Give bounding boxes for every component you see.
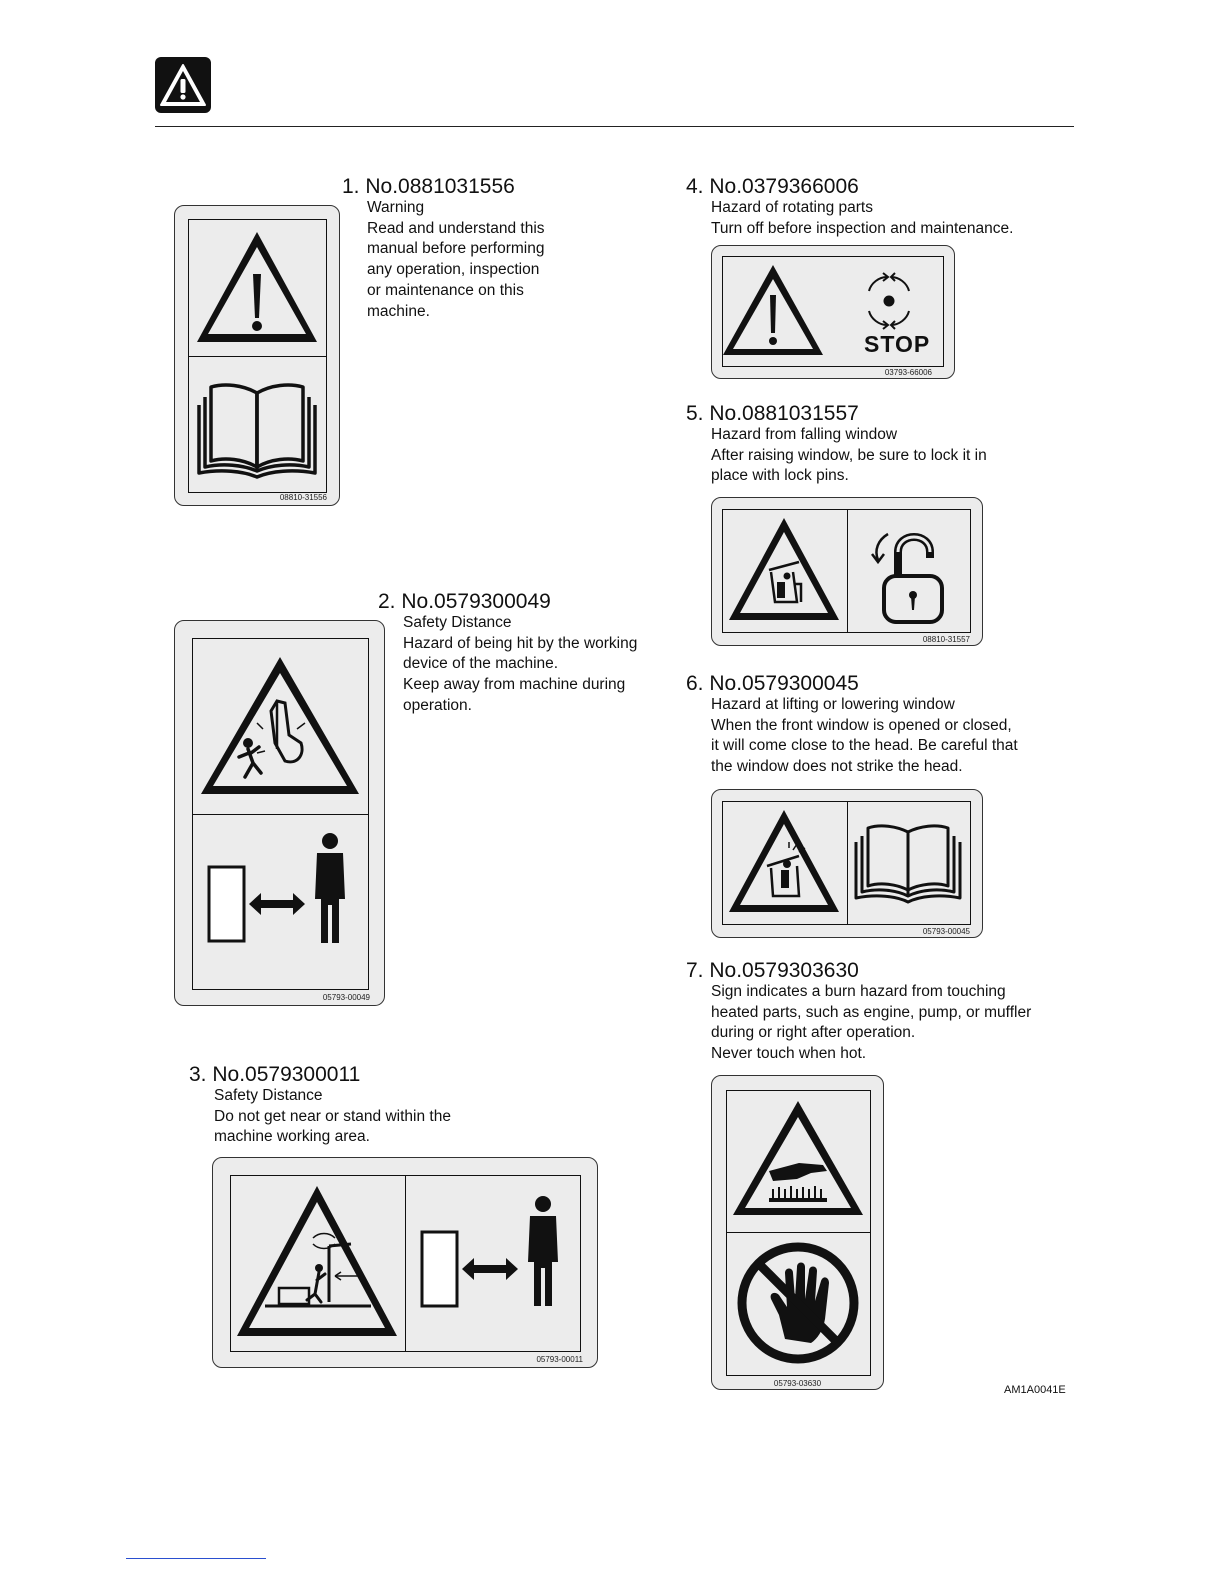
label-4-plate bbox=[711, 245, 955, 379]
label-7-description bbox=[711, 982, 1031, 1065]
label-5-line: place with lock pins. bbox=[711, 467, 849, 485]
label-2-line: Hazard of being hit by the working bbox=[403, 634, 638, 652]
label-1-title: 1. No.0881031556 bbox=[342, 175, 515, 198]
label-5-line: Hazard from falling window bbox=[711, 426, 898, 443]
label-6-hazard-panel bbox=[722, 801, 848, 925]
label-6-line: it will come close to the head. Be careful that bbox=[711, 737, 1018, 755]
label-6-description bbox=[711, 695, 1018, 778]
label-2-line: operation. bbox=[403, 696, 472, 714]
manual-book-icon bbox=[189, 357, 325, 491]
label-3-title: 3. No.0579300011 bbox=[189, 1063, 361, 1086]
label-4-line: Hazard of rotating parts bbox=[711, 199, 873, 216]
figure-reference-code: AM1A0041E bbox=[1004, 1384, 1066, 1396]
label-3-line: Safety Distance bbox=[214, 1087, 323, 1104]
label-7-plate-code: 05793-03630 bbox=[773, 1379, 822, 1388]
label-6-line: Hazard at lifting or lowering window bbox=[711, 696, 955, 713]
label-5-hazard-panel bbox=[722, 509, 848, 633]
label-1-line: Read and understand this bbox=[367, 219, 545, 237]
label-4-title: 4. No.0379366006 bbox=[686, 175, 859, 198]
no-touch-icon bbox=[727, 1233, 869, 1374]
label-1-manual-panel bbox=[188, 356, 327, 493]
label-4-panel bbox=[722, 256, 944, 367]
label-6-manual-panel bbox=[847, 801, 971, 925]
warning-header-icon bbox=[155, 57, 211, 113]
label-2-line: device of the machine. bbox=[403, 655, 559, 673]
label-5-plate-code: 08810-31557 bbox=[922, 635, 970, 644]
label-3-plate-code: 05793-00011 bbox=[536, 1355, 583, 1364]
warning-triangle-icon bbox=[189, 220, 325, 355]
label-6-line: When the front window is opened or closed, bbox=[711, 716, 1012, 734]
label-3-distance-panel bbox=[405, 1175, 581, 1352]
label-1-line: or maintenance on this bbox=[367, 281, 524, 299]
label-5-title: 5. No.0881031557 bbox=[686, 402, 859, 425]
label-1-line: any operation, inspection bbox=[367, 261, 540, 279]
label-1-description bbox=[367, 198, 545, 322]
label-7-line: Sign indicates a burn hazard from touching bbox=[711, 983, 1006, 1000]
label-5-lock-panel bbox=[847, 509, 971, 633]
crush-hazard-icon bbox=[231, 1176, 404, 1350]
label-2-hazard-panel bbox=[192, 638, 369, 815]
keep-distance-icon bbox=[193, 815, 367, 988]
label-2-title: 2. No.0579300049 bbox=[378, 590, 551, 613]
label-2-plate-code: 05793-00049 bbox=[322, 993, 370, 1002]
label-3-plate bbox=[212, 1157, 598, 1368]
label-7-line: Never touch when hot. bbox=[711, 1045, 867, 1063]
label-3-hazard-panel bbox=[230, 1175, 406, 1352]
label-6-plate bbox=[711, 789, 983, 938]
label-5-description bbox=[711, 425, 987, 487]
label-6-line: the window does not strike the head. bbox=[711, 758, 963, 776]
label-1-plate bbox=[174, 205, 340, 506]
label-1-plate-code: 08810-31556 bbox=[279, 493, 327, 502]
label-1-line: Warning bbox=[367, 199, 425, 216]
label-4-plate-code: 03793-66006 bbox=[884, 368, 932, 377]
label-1-line: manual before performing bbox=[367, 240, 545, 258]
label-7-prohibition-panel bbox=[726, 1232, 871, 1376]
label-7-title: 7. No.0579303630 bbox=[686, 959, 859, 982]
footer-link-underline bbox=[126, 1558, 266, 1559]
label-1-line: machine. bbox=[367, 302, 430, 320]
label-7-line: during or right after operation. bbox=[711, 1024, 916, 1042]
warning-triangle-icon bbox=[723, 265, 823, 355]
header-divider bbox=[155, 126, 1074, 127]
label-3-line: Do not get near or stand within the bbox=[214, 1107, 451, 1125]
stop-text: STOP bbox=[864, 331, 931, 357]
rotating-parts-icon bbox=[869, 273, 909, 329]
hit-by-boom-hazard-icon bbox=[193, 639, 367, 813]
label-6-plate-code: 05793-00045 bbox=[922, 927, 970, 936]
hot-surface-hazard-icon bbox=[727, 1091, 869, 1231]
label-5-line: After raising window, be sure to lock it in bbox=[711, 446, 987, 464]
label-3-description bbox=[214, 1086, 451, 1148]
label-2-line: Keep away from machine during bbox=[403, 676, 626, 694]
label-2-description bbox=[403, 613, 637, 717]
head-strike-hazard-icon bbox=[723, 802, 846, 923]
padlock-icon bbox=[848, 510, 969, 631]
label-5-plate bbox=[711, 497, 983, 646]
label-7-line: heated parts, such as engine, pump, or muffler bbox=[711, 1003, 1032, 1021]
label-2-plate bbox=[174, 620, 385, 1006]
label-7-plate bbox=[711, 1075, 884, 1390]
manual-book-icon bbox=[848, 802, 969, 923]
label-3-line: machine working area. bbox=[214, 1128, 370, 1146]
label-4-description bbox=[711, 198, 1013, 239]
label-2-line: Safety Distance bbox=[403, 614, 512, 631]
label-2-distance-panel bbox=[192, 814, 369, 990]
label-4-line: Turn off before inspection and maintenance. bbox=[711, 219, 1014, 237]
label-7-hazard-panel bbox=[726, 1090, 871, 1233]
keep-distance-icon bbox=[406, 1176, 579, 1350]
label-1-hazard-panel bbox=[188, 219, 327, 357]
label-6-title: 6. No.0579300045 bbox=[686, 672, 859, 695]
falling-window-hazard-icon bbox=[723, 510, 846, 631]
